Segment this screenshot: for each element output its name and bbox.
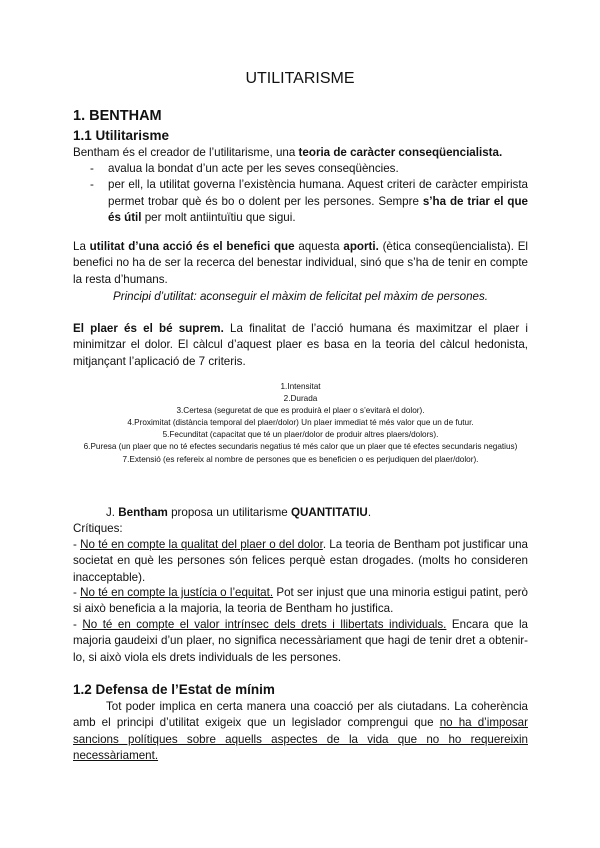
bullet-text-end: per molt antiintuïtiu que sigui. — [141, 211, 296, 225]
utility-paragraph — [73, 239, 528, 288]
intro-paragraph — [73, 145, 528, 161]
pleasure-text: La finalitat de l’acció humana és maximitzar el plaer i minimitzar el dolor. El càlcul d’aquest plaer es basa en la teoria del càlcul hedonista, mitjançant l’aplicació de 7 criteris. — [73, 322, 529, 368]
critique-dash: - — [73, 618, 83, 631]
criterion-item: 3.Certesa (seguretat de que es produirà el plaer o s’evitarà el dolor). — [176, 406, 425, 416]
critique-item — [73, 585, 528, 618]
utility-text-end: (ètica conseqüencialista). El benefici no ha de ser la recerca del benestar individual, sinó que s’ha de tenir en compte la resta d’humans. — [73, 240, 529, 286]
section-heading-bentham: 1. BENTHAM — [73, 108, 162, 124]
critique-underlined: No té en compte el valor intrínsec dels drets i llibertats individuals. — [82, 618, 447, 631]
critique-underlined: No té en compte la justícia o l’equitat. — [80, 586, 274, 599]
criterion-item: 2.Durada — [283, 394, 318, 404]
subsection-heading-minimal-state: 1.2 Defensa de l’Estat de mínim — [73, 682, 275, 697]
minimal-state-paragraph — [73, 699, 528, 765]
criterion-item: 7.Extensió (es refereix al nombre de persones que es beneficien o es perjudiquen del plaer/dolor). — [122, 454, 479, 464]
quant-text: J. — [106, 506, 119, 519]
quantitative-paragraph — [73, 505, 528, 521]
critique-text: Pot ser injust que una minoria estigui patint, però si això beneficia a la majoria, la teoria de Bentham ho justifica. — [73, 586, 528, 616]
bullet-marker: - — [90, 162, 94, 175]
minimal-underlined: no ha d’imposar sancions polítiques sobre aquells aspectes de la vida que no ho requereixin necessàriament. — [73, 716, 528, 763]
critique-dash: - — [73, 538, 81, 551]
critique-dash: - — [73, 586, 81, 599]
criterion-item: 1.Intensitat — [280, 382, 321, 391]
bullet-text: per ell, la utilitat governa l’existència humana. Aquest criteri de caràcter empirista permet trobar què és bo o dolent per les persones. Sempre — [108, 178, 528, 208]
critique-text: Encara que la majoria gaudeixi d’un plaer, no significa necessàriament que hagi de tenir dret a obtenir-lo, si això viola els drets individuals de les persones. — [73, 618, 529, 664]
bullet-list — [73, 161, 528, 227]
utility-bold: utilitat d’una acció és el benefici que — [89, 240, 295, 253]
utility-text: La — [73, 240, 90, 253]
quant-bold-2: QUANTITATIU — [290, 506, 368, 519]
quant-bold: Bentham — [118, 506, 168, 519]
bullet-bold: s’ha de triar el que és útil — [108, 194, 528, 225]
quant-text-end: . — [367, 506, 372, 519]
subsection-heading-utilitarisme: 1.1 Utilitarisme — [73, 128, 170, 143]
bullet-marker: - — [90, 178, 94, 192]
page-title: UTILITARISME — [245, 70, 355, 87]
criterion-item: 4.Proximitat (distància temporal del plaer/dolor) Un plaer immediat té més valor que un de futur. — [127, 418, 474, 428]
pleasure-bold: El plaer és el bé suprem. — [73, 322, 224, 335]
criterion-item: 6.Puresa (un plaer que no té efectes secundaris negatius té més calor que un plaer que té efectes secundaris negatius) — [83, 442, 518, 452]
bullet-text: avalua la bondat d’un acte per les seves conseqüències. — [108, 162, 399, 175]
utility-principle: Principi d’utilitat: aconseguir el màxim de felicitat pel màxim de persones. — [112, 290, 489, 303]
critique-item — [73, 537, 528, 586]
utility-bold-2: aporti. — [343, 240, 379, 253]
quant-text-mid: proposa un utilitarisme — [167, 506, 291, 519]
intro-text: Bentham és el creador de l’utilitarisme, una — [73, 146, 299, 159]
intro-bold: teoria de caràcter conseqüencialista. — [298, 146, 503, 159]
pleasure-paragraph — [73, 321, 528, 370]
hedonic-criteria-list — [73, 381, 528, 466]
list-item — [73, 161, 528, 177]
criterion-item: 5.Fecunditat (capacitat que té un plaer/dolor de produir altres plaers/dolors). — [162, 430, 439, 440]
critique-item — [73, 617, 528, 666]
critiques-label: Crítiques: — [73, 522, 123, 535]
minimal-text: Tot poder implica en certa manera una coacció per als ciutadans. La coherència amb el principi d’utilitat exigeix que un legislador comprengui que — [73, 700, 528, 730]
list-item — [73, 177, 528, 226]
critique-underlined: No té en compte la qualitat del plaer o del dolor — [80, 538, 323, 551]
critique-text: . La teoria de Bentham pot justificar una societat en què les persones són felices perquè estan drogades. (molts ho consideren inacceptable). — [73, 538, 528, 584]
utility-text-mid: aquesta — [294, 240, 344, 253]
